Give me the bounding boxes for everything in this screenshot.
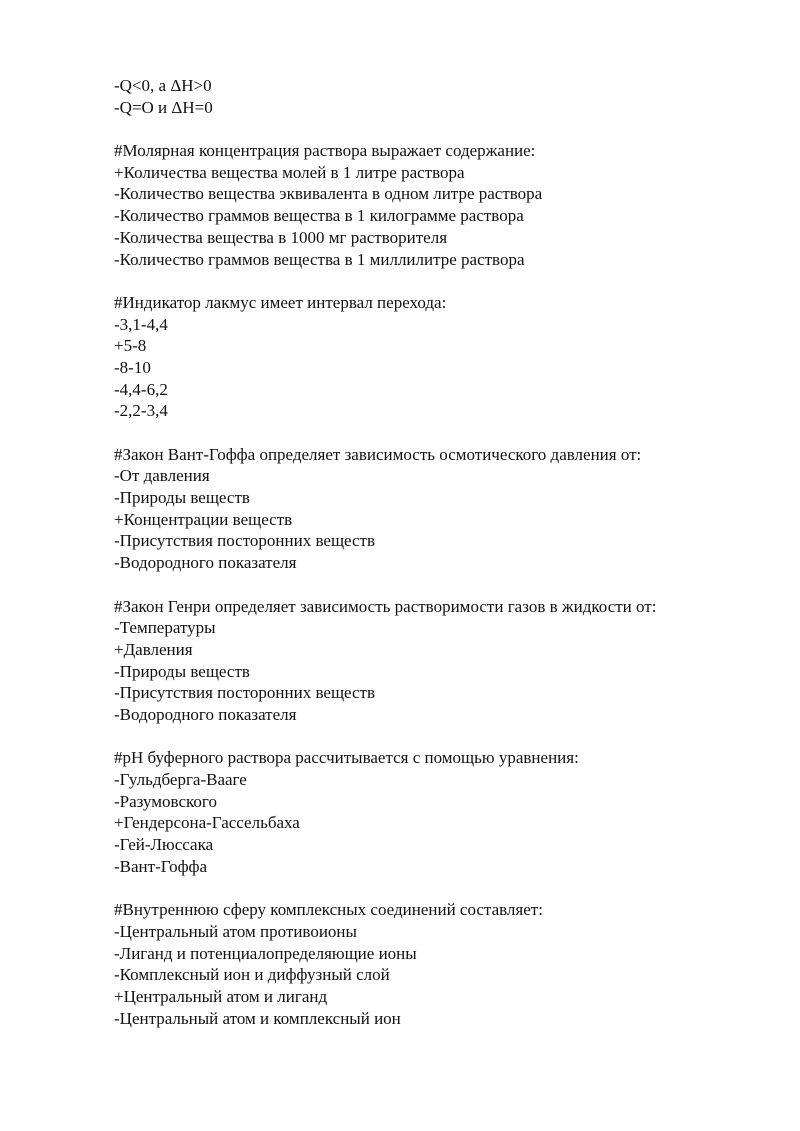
answer-option: +Гендерсона-Гассельбаха <box>114 813 300 833</box>
answer-option: -Температуры <box>114 618 216 638</box>
question-block-5 <box>114 747 754 877</box>
answer-option: -2,2-3,4 <box>114 401 168 421</box>
question-block-1 <box>114 140 754 270</box>
answer-option: +Центральный атом и лиганд <box>114 986 328 1006</box>
answer-option: -8-10 <box>114 357 151 377</box>
answer-option: -3,1-4,4 <box>114 314 168 334</box>
answer-option: -Гей-Люссака <box>114 835 214 855</box>
question-text: #Молярная концентрация раствора выражает содержание: <box>114 141 536 161</box>
answer-option: +Концентрации веществ <box>114 509 293 529</box>
answer-option: -Комплексный ион и диффузный слой <box>114 965 390 985</box>
answer-option: -Вант-Гоффа <box>114 856 208 876</box>
question-block-0 <box>114 75 754 118</box>
answer-option: -Природы веществ <box>114 661 250 681</box>
answer-option: +5-8 <box>114 336 147 356</box>
question-block-3 <box>114 444 754 574</box>
answer-option: +Количества вещества молей в 1 литре раствора <box>114 162 465 182</box>
answer-option: -Природы веществ <box>114 488 250 508</box>
answer-option: +Давления <box>114 639 193 659</box>
answer-option: -Центральный атом противоионы <box>114 921 357 941</box>
answer-option: -Присутствия посторонних веществ <box>114 531 376 551</box>
answer-option: -Q<0, а ΔH>0 <box>114 76 212 95</box>
question-text: #Внутреннюю сферу комплексных соединений составляет: <box>114 900 543 920</box>
answer-option: -Гульдберга-Вааге <box>114 770 247 789</box>
answer-option: -4,4-6,2 <box>114 379 168 399</box>
answer-option: -Количество вещества эквивалента в одном литре раствора <box>114 184 543 204</box>
answer-option: -Количество граммов вещества в 1 килограмме раствора <box>114 206 524 226</box>
question-text: #Закон Вант-Гоффа определяет зависимость осмотического давления от: <box>114 444 642 464</box>
document-content <box>114 75 754 1029</box>
answer-option: -Присутствия посторонних веществ <box>114 683 376 703</box>
question-text: #Закон Генри определяет зависимость растворимости газов в жидкости от: <box>114 596 657 616</box>
answer-option: -Q=O и ΔH=0 <box>114 97 213 117</box>
answer-option: -Водородного показателя <box>114 704 297 724</box>
answer-option: -Водородного показателя <box>114 553 297 573</box>
answer-option: -Разумовского <box>114 791 217 811</box>
answer-option: -Количество граммов вещества в 1 миллилитре раствора <box>114 249 525 269</box>
question-text: #pH буферного раствора рассчитывается с помощью уравнения: <box>114 748 579 768</box>
question-block-6 <box>114 899 754 1029</box>
answer-option: -Центральный атом и комплексный ион <box>114 1008 401 1028</box>
answer-option: -Лиганд и потенциалопределяющие ионы <box>114 943 417 963</box>
answer-option: -От давления <box>114 466 210 486</box>
question-block-2 <box>114 292 754 422</box>
answer-option: -Количества вещества в 1000 мг растворителя <box>114 227 448 247</box>
question-block-4 <box>114 596 754 726</box>
question-text: #Индикатор лакмус имеет интервал перехода: <box>114 292 447 312</box>
